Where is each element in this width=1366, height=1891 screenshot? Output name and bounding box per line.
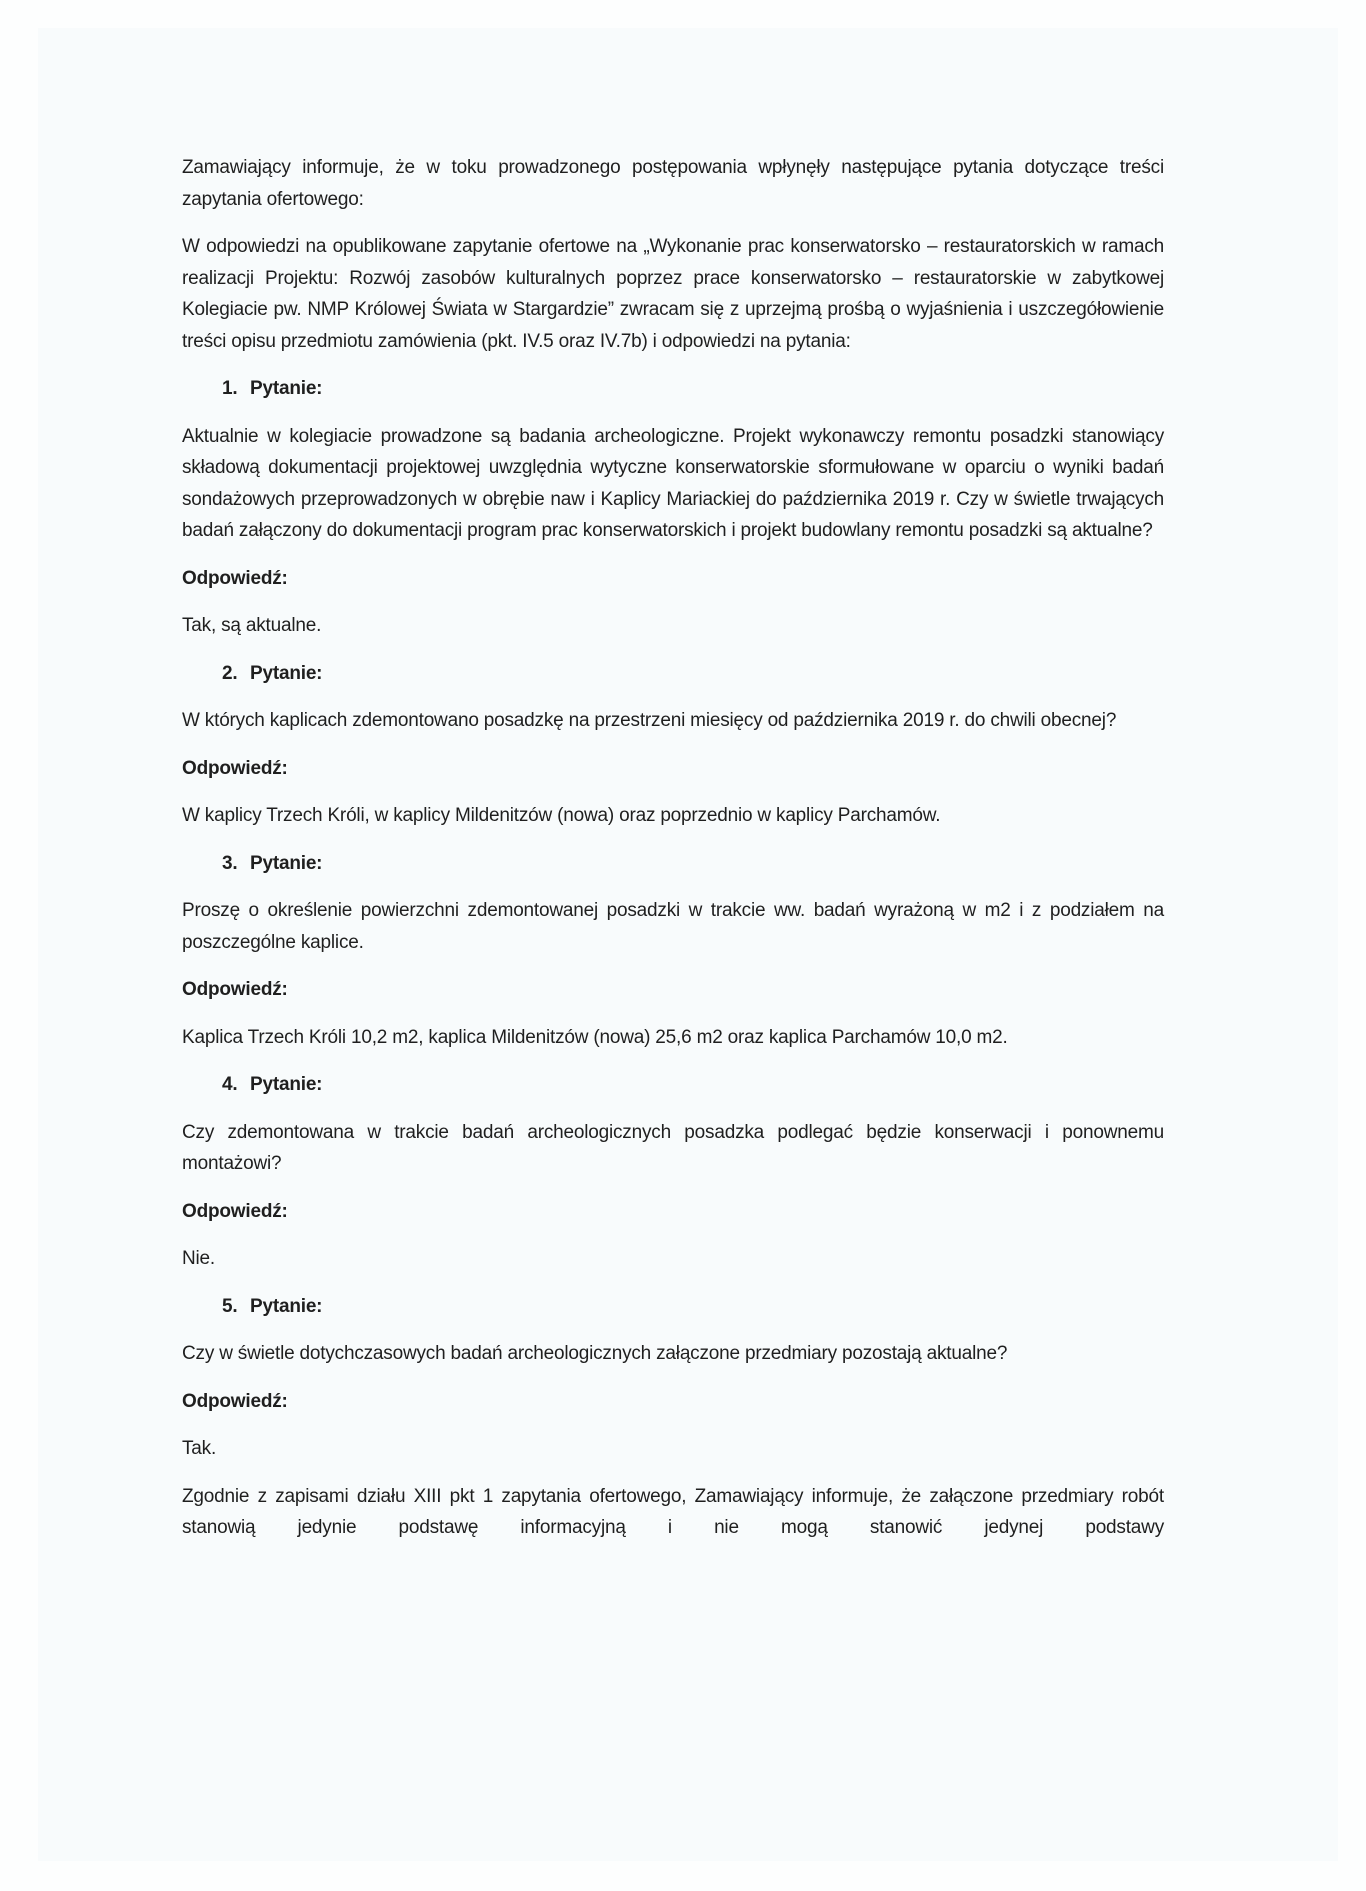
question-heading-label: Pytanie: <box>250 378 323 399</box>
question-heading-label: Pytanie: <box>250 662 323 684</box>
question-text: Proszę o określenie powierzchni zdemontowanej posadzki w trakcie ww. badań wyrażoną w m2 i z podziałem na poszczególne kaplice. <box>182 900 1164 953</box>
question-block-5 <box>182 1291 1164 1465</box>
question-text: W których kaplicach zdemontowano posadzkę na przestrzeni miesięcy od października 2019 r. do chwili obecnej? <box>182 710 1117 731</box>
document-body <box>182 152 1164 1544</box>
question-heading <box>182 1069 1164 1101</box>
question-text: Czy zdemontowana w trakcie badań archeologicznych posadzka podlegać będzie konserwacji i ponownemu montażowi? <box>182 1121 1164 1174</box>
question-block-2 <box>182 658 1164 832</box>
answer-text: Nie. <box>182 1248 215 1269</box>
question-heading <box>182 848 1164 880</box>
question-number: 5. <box>222 1295 238 1317</box>
question-heading <box>182 373 1164 405</box>
answer-label: Odpowiedź: <box>182 1200 288 1222</box>
question-number: 4. <box>222 1074 238 1095</box>
answer-label: Odpowiedź: <box>182 1390 288 1412</box>
answer-text: Kaplica Trzech Króli 10,2 m2, kaplica Mildenitzów (nowa) 25,6 m2 oraz kaplica Parchamów 10,0 m2. <box>182 1026 1008 1048</box>
question-block-3 <box>182 848 1164 1054</box>
question-number: 3. <box>222 852 238 874</box>
question-heading-label: Pytanie: <box>250 852 323 874</box>
question-heading <box>182 658 1164 690</box>
answer-label: Odpowiedź: <box>182 979 288 1000</box>
question-heading-label: Pytanie: <box>250 1074 323 1095</box>
answer-label: Odpowiedź: <box>182 757 288 779</box>
request-paragraph: W odpowiedzi na opublikowane zapytanie ofertowe na „Wykonanie prac konserwatorsko – restauratorskich w ramach realizacji Projektu: Rozwój zasobów kulturalnych poprzez prace konserwatorsko – restauratorskie w zabytkowej Kolegiacie pw. NMP Królowej Świata w Stargardzie” zwracam się z uprzejmą prośbą o wyjaśnienia i uszczegółowienie treści opisu przedmiotu zamówienia (pkt. IV.5 oraz IV.7b) i odpowiedzi na pytania: <box>182 236 1164 352</box>
answer-text: Tak. <box>182 1438 217 1459</box>
question-block-1 <box>182 373 1164 642</box>
question-text: Aktualnie w kolegiacie prowadzone są badania archeologiczne. Projekt wykonawczy remontu posadzki stanowiący składową dokumentacji projektowej uwzględnia wytyczne konserwatorskie sformułowane w oparciu o wyniki badań sondażowych przeprowadzonych w obrębie naw i Kaplicy Mariackiej do października 2019 r. Czy w świetle trwających badań załączony do dokumentacji program prac konserwatorskich i projekt budowlany remontu posadzki są aktualne? <box>182 425 1164 541</box>
question-number: 1. <box>222 378 238 399</box>
question-block-4 <box>182 1069 1164 1275</box>
question-number: 2. <box>222 662 238 684</box>
question-text: Czy w świetle dotychczasowych badań archeologicznych załączone przedmiary pozostają aktualne? <box>182 1343 1008 1364</box>
answer-text: W kaplicy Trzech Króli, w kaplicy Mildenitzów (nowa) oraz poprzednio w kaplicy Parchamów. <box>182 805 941 826</box>
answer-label: Odpowiedź: <box>182 567 288 589</box>
question-heading <box>182 1291 1164 1323</box>
intro-paragraph: Zamawiający informuje, że w toku prowadzonego postępowania wpłynęły następujące pytania dotyczące treści zapytania ofertowego: <box>182 157 1164 210</box>
answer-text: Tak, są aktualne. <box>182 615 322 636</box>
closing-paragraph: Zgodnie z zapisami działu XIII pkt 1 zapytania ofertowego, Zamawiający informuje, że załączone przedmiary robót stanowią jedynie podstawę informacyjną i nie mogą stanowić jedynej podstawy <box>182 1485 1164 1538</box>
question-heading-label: Pytanie: <box>250 1295 323 1317</box>
